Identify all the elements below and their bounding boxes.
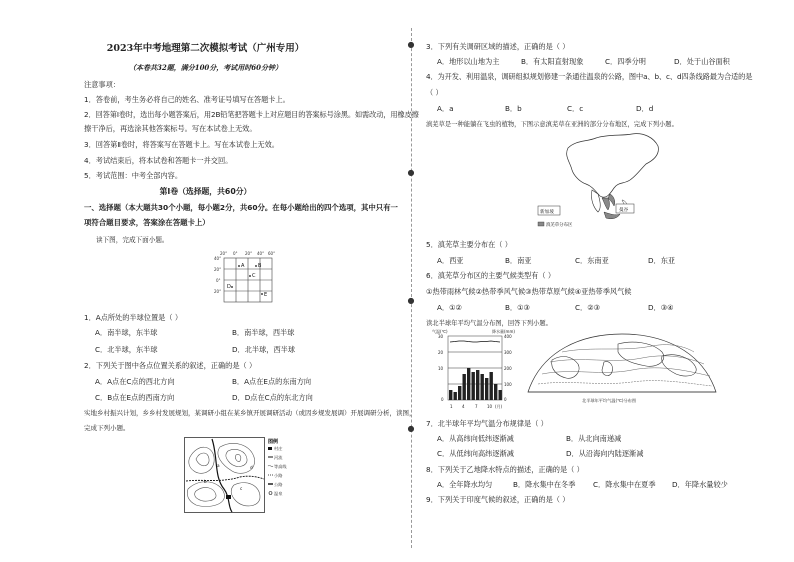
- lat-long-grid-figure: [214, 250, 280, 308]
- q6-option-d: D．③④: [648, 303, 674, 312]
- question-3: 3．下列有关调研区域的描述，正确的是（ ）: [426, 42, 570, 51]
- q4-option-a: A．a: [437, 104, 454, 113]
- q4-option-d: D．d: [636, 104, 654, 113]
- passage-intro: 实地乡村振兴计划，乡乡村发展规划，某调研小组在某乡镇开展调研活动（或因乡规发展调）开展调研分析，读图，: [84, 409, 416, 417]
- q6-option-b: B．①③: [505, 303, 531, 312]
- q3-option-b: B．有太阳直射现象: [521, 57, 584, 66]
- grid-point-d: D: [227, 284, 231, 290]
- chart-month-tick: 10: [487, 404, 493, 409]
- binding-dot: ●: [407, 296, 415, 305]
- note-line: 1．答卷前，考生务必将自己的姓名、准考证号填写在答题卡上。: [84, 95, 290, 104]
- q8-option-c: C．降水集中在夏季: [593, 480, 656, 489]
- grid-top-label: 0°: [233, 251, 238, 256]
- q7-option-b: B．从北向南递减: [566, 434, 622, 443]
- q1-option-a: A．南半球，东半球: [95, 328, 158, 337]
- question-9: 9．下列关于印度气候的叙述，正确的是（ ）: [426, 495, 570, 504]
- grid-top-label: 60°: [268, 251, 276, 256]
- legend-item: 村庄: [274, 446, 283, 451]
- legend-item: 公路: [274, 482, 283, 487]
- passage-intro: 滇芜草是一种能躺在飞虫的植物，下图示意滇芜草在亚洲的部分分布地区，完成下列小题。: [426, 121, 678, 128]
- question-4: 4．为开发、利用温泉，调研组拟规划修建一条通往温泉的公路，图中a、b、c、d四条线路最为合适的是: [426, 72, 753, 81]
- svg-text:a: a: [217, 463, 220, 468]
- chart-left-tick: 0: [441, 397, 444, 402]
- map-legend-label: 滇芜草分布区: [546, 223, 573, 228]
- climate-chart: [432, 328, 520, 410]
- q2-option-c: C．B点在E点的西南方向: [95, 393, 175, 402]
- svg-text:d: d: [250, 465, 253, 470]
- q1-option-b: B．南半球，西半球: [232, 328, 295, 337]
- question-1: 1．A点所处的半球位置是（ ）: [84, 313, 183, 322]
- note-line: 2．回答第Ⅰ卷时，选出每小题答案后，用2B铅笔把答题卡上对应题目的答案标号涂黑。如需改动，用橡皮擦: [84, 110, 419, 119]
- chart-right-tick: 200: [504, 366, 512, 371]
- q4-option-c: C．c: [567, 104, 584, 113]
- chart-left-tick: 30: [438, 334, 444, 339]
- chart-month-tick: (月): [495, 404, 503, 409]
- section-title: 第Ⅰ卷（选择题，共60分）: [159, 187, 252, 196]
- paper-title: 2023年中考地理第二次模拟考试（广州专用）: [106, 43, 305, 54]
- chart-right-axis-label: 降水量(mm): [492, 329, 515, 334]
- chart-right-tick: 300: [504, 350, 512, 355]
- q7-option-a: A．从高纬向低纬逐渐减: [437, 434, 514, 443]
- note-line: 5．考试范围：中考全部内容。: [84, 171, 183, 180]
- grid-left-label: 20°: [214, 267, 222, 272]
- q1-option-c: C．北半球，东半球: [95, 345, 158, 354]
- q5-option-d: D．东亚: [648, 256, 676, 265]
- note-line: 擦干净后，再选涂其他答案标号。写在本试卷上无效。: [84, 124, 257, 133]
- passage-intro: 完成下列小题。: [84, 424, 130, 432]
- q8-option-b: B．降水集中在冬季: [513, 480, 576, 489]
- chart-month-tick: 7: [475, 404, 478, 409]
- question-5: 5．滇芜草主要分布在（ ）: [426, 240, 512, 249]
- q7-option-c: C．从低纬向高纬逐渐减: [437, 449, 514, 458]
- q6-option-c: C．②③: [575, 303, 601, 312]
- chart-left-tick: 20: [438, 350, 444, 355]
- q8-option-a: A．全年降水均匀: [437, 480, 493, 489]
- chart-month-tick: 4: [462, 404, 465, 409]
- q5-option-b: B．南亚: [505, 256, 532, 265]
- legend-item: 河流: [274, 455, 283, 460]
- q6-option-a: A．①②: [437, 303, 462, 312]
- column-divider: [411, 28, 412, 548]
- q3-option-a: A．地形以山地为主: [437, 57, 500, 66]
- grid-left-label: 20°: [214, 289, 222, 294]
- contour-map-figure: [184, 437, 296, 519]
- chart-left-tick: 10: [438, 366, 444, 371]
- q5-option-c: C．东南亚: [575, 256, 609, 265]
- chart-right-tick: 400: [504, 334, 512, 339]
- legend-item: 等高线: [274, 464, 287, 469]
- paper-subtitle: （本卷共32题，满分100分，考试用时60分钟）: [128, 63, 283, 72]
- note-line: 3．回答第Ⅱ卷时，将答案写在答题卡上。写在本试卷上无效。: [84, 140, 279, 149]
- q2-option-d: D．D点在C点的东北方向: [232, 393, 313, 402]
- grid-top-label: 20°: [245, 251, 253, 256]
- grid-left-label: 0°: [216, 278, 221, 283]
- binding-dot: ●: [407, 40, 415, 49]
- binding-dot: ●: [407, 168, 415, 177]
- grid-left-label: 40°: [214, 256, 222, 261]
- grid-top-label: 40°: [257, 251, 265, 256]
- question-7: 7．北半球年平均气温分布规律是（ ）: [426, 419, 548, 428]
- map-label-bangkok: 曼谷: [619, 208, 629, 213]
- question-8: 8．下列关于乙地降水特点的描述，正确的是（ ）: [426, 465, 584, 474]
- grid-point-e: E: [264, 292, 268, 298]
- nh-temperature-map: [522, 330, 722, 414]
- question-2: 2．下列关于图中各点位置关系的叙述，正确的是（ ）: [84, 361, 257, 370]
- passage-intro: 读北半球年平均气温分布图，回答下列小题。: [426, 320, 552, 327]
- asia-distribution-map: [540, 130, 662, 230]
- grid-point-b: B: [258, 263, 262, 269]
- q3-option-d: D．处于山谷面积: [674, 57, 730, 66]
- grid-point-a: A: [241, 263, 245, 269]
- chart-month-tick: 1: [450, 404, 453, 409]
- q5-option-a: A．西亚: [437, 256, 464, 265]
- binding-dot: ●: [407, 424, 415, 433]
- svg-text:c: c: [240, 486, 243, 491]
- q2-option-a: A．A点在C点的西北方向: [95, 377, 175, 386]
- q1-option-d: D．北半球，西半球: [232, 345, 296, 354]
- question-6: 6．滇芜草分布区的主要气候类型有（ ）: [426, 271, 556, 280]
- grid-top-label: 20°: [220, 251, 228, 256]
- map-caption: 北半球年平均气温(℃)分布图: [582, 398, 637, 403]
- note-line: 4．考试结束后，将本试卷和答题卡一并交回。: [84, 156, 233, 165]
- q6-climate-types: ①热带雨林气候②热带季风气候③热带草原气候④亚热带季风气候: [426, 287, 632, 296]
- q3-option-c: C．四季分明: [605, 57, 646, 66]
- section-instruction: 项符合题目要求，答案涂在答题卡上）: [84, 218, 210, 227]
- q2-option-b: B．A点在E点的东南方向: [232, 377, 312, 386]
- map-label-singapore: 新加坡: [540, 210, 554, 215]
- q7-option-d: D．从沿海向内陆逐渐减: [566, 449, 644, 458]
- q8-option-d: D．年降水量较少: [672, 480, 728, 489]
- section-instruction: 一、选择题（本大题共30个小题，每小题2分，共60分。在每小题给出的四个选项，其中只有一: [84, 203, 398, 212]
- notes-heading: 注意事项：: [84, 80, 120, 89]
- chart-left-axis-label: 气温(℃): [432, 329, 448, 334]
- legend-item: 小路: [274, 473, 283, 478]
- legend-item: 温泉: [274, 491, 283, 496]
- q4-option-b: B．b: [505, 104, 522, 113]
- question-4-tail: （ ）: [426, 88, 443, 97]
- chart-right-tick: 100: [504, 382, 512, 387]
- legend-title: 图例: [268, 439, 279, 445]
- figure-intro: 读下图，完成下面小题。: [96, 236, 169, 244]
- chart-right-tick: 0: [504, 397, 507, 402]
- grid-point-c: C: [252, 273, 256, 279]
- svg-text:b: b: [204, 479, 207, 484]
